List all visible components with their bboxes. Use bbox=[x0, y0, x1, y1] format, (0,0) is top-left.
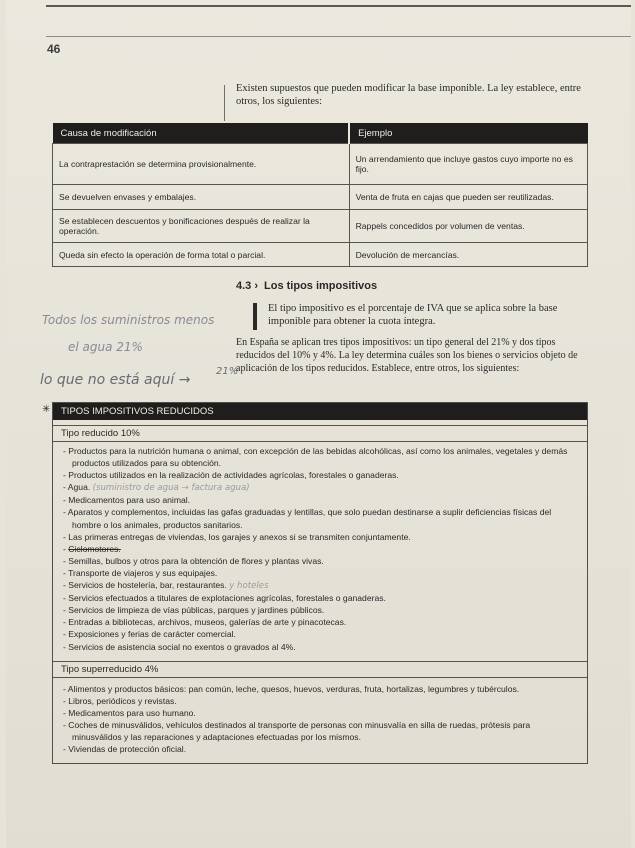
list-item bbox=[63, 579, 575, 592]
table-cell: Se establecen descuentos y bonificaciones después de realizar la operación. bbox=[53, 210, 350, 243]
list-item: - Servicios de asistencia social no exentos o gravados al 4%. bbox=[63, 641, 575, 653]
table-cell: Se devuelven envases y embalajes. bbox=[53, 185, 350, 210]
list-item: - Exposiciones y ferias de carácter comercial. bbox=[63, 628, 575, 640]
intro-paragraph: Existen supuestos que pueden modificar la base imponible. La ley establece, entre otros, los siguientes: bbox=[236, 83, 581, 107]
box-title: TIPOS IMPOSITIVOS REDUCIDOS bbox=[53, 403, 587, 420]
super-reduced-label: Tipo superreducido 4% bbox=[53, 661, 587, 678]
handwritten-note: (suministro de agua → factura agua) bbox=[92, 483, 250, 494]
reduced-rate-list bbox=[63, 445, 575, 653]
list-item: - Medicamentos para uso humano. bbox=[63, 707, 575, 719]
list-item: - Medicamentos para uso animal. bbox=[63, 494, 575, 506]
list-item: - Libros, periódicos y revistas. bbox=[63, 695, 575, 707]
super-reduced-list bbox=[63, 683, 575, 756]
section-number: 4.3 › bbox=[236, 280, 259, 292]
list-item: - Semillas, bulbos y otros para la obtención de flores y plantas vivas. bbox=[63, 555, 575, 567]
section-title: Los tipos impositivos bbox=[264, 280, 378, 292]
handwritten-note: lo que no está aquí → bbox=[40, 372, 191, 388]
list-item: - Coches de minusválidos, vehículos destinados al transporte de personas con minusvalía en silla de ruedas, prótesis para minusválidos y las reparaciones y adaptaciones efectuadas por los mismos. bbox=[63, 719, 575, 743]
table-row bbox=[53, 210, 588, 243]
table-row bbox=[53, 144, 588, 185]
list-item-text: Agua. bbox=[67, 482, 91, 493]
list-item: - Viviendas de protección oficial. bbox=[63, 743, 575, 755]
table-cell: Un arrendamiento que incluye gastos cuyo importe no es fijo. bbox=[349, 144, 587, 185]
table-header: Ejemplo bbox=[349, 123, 587, 144]
header-rule bbox=[46, 36, 631, 37]
section-paragraph: En España se aplican tres tipos impositivos: un tipo general del 21% y dos tipos reducidos del 10% y 4%. La ley determina cuáles son los bienes o servicios objeto de aplicación de los tipos reducidos. Establece, entre otros, los siguientes: bbox=[236, 337, 578, 374]
page-number: 46 bbox=[47, 42, 61, 56]
reduced-rates-box bbox=[52, 402, 588, 764]
handwritten-note: y hoteles bbox=[229, 581, 269, 592]
handwritten-note: Todos los suministros menos bbox=[42, 313, 215, 327]
table-cell: Devolución de mercancías. bbox=[349, 243, 587, 267]
list-item bbox=[63, 481, 575, 494]
list-item: - Aparatos y complementos, incluidas las gafas graduadas y lentillas, que solo puedan destinarse a suplir deficiencias físicas del hombre o los animales, productos sanitarios. bbox=[63, 506, 575, 530]
reduced-rate-label: Tipo reducido 10% bbox=[53, 425, 587, 442]
list-item: - Las primeras entregas de viviendas, los garajes y anexos si se transmiten conjuntamente. bbox=[63, 531, 575, 543]
top-rule bbox=[46, 5, 631, 7]
table-cell: Rappels concedidos por volumen de ventas. bbox=[349, 210, 587, 243]
modification-table bbox=[52, 123, 588, 267]
handwritten-note: el agua 21% bbox=[68, 340, 143, 354]
table-header: Causa de modificación bbox=[53, 123, 350, 144]
intro-side-rule bbox=[224, 85, 225, 121]
list-item-text: Servicios de hostelería, bar, restaurantes. bbox=[68, 580, 227, 591]
book-page bbox=[6, 0, 631, 848]
table-cell: Venta de fruta en cajas que pueden ser reutilizadas. bbox=[349, 185, 587, 210]
list-item: - Servicios de limpieza de vías públicas, parques y jardines públicos. bbox=[63, 604, 575, 616]
list-item: - Transporte de viajeros y sus equipajes. bbox=[63, 567, 575, 579]
table-header-row bbox=[53, 123, 588, 144]
definition-bar bbox=[253, 303, 257, 330]
definition-text: El tipo impositivo es el porcentaje de IVA que se aplica sobre la base imponible para obtener la cuota íntegra. bbox=[268, 303, 558, 327]
handwritten-note: 21% bbox=[216, 366, 239, 377]
list-item: - Productos para la nutrición humana o animal, con excepción de las bebidas alcohólicas, así como los animales, vegetales y demás productos utilizados para su obtención. bbox=[63, 445, 575, 469]
table-row bbox=[53, 243, 588, 267]
list-item bbox=[63, 543, 575, 555]
list-item: - Entradas a bibliotecas, archivos, museos, galerías de arte y pinacotecas. bbox=[63, 616, 575, 628]
list-item: - Productos utilizados en la realización de actividades agrícolas, forestales o ganaderas. bbox=[63, 469, 575, 481]
star-mark: ✳ bbox=[42, 404, 51, 415]
table-cell: Queda sin efecto la operación de forma total o parcial. bbox=[53, 243, 350, 267]
section-heading bbox=[236, 280, 377, 292]
table-row bbox=[53, 185, 588, 210]
list-item-text: Ciclomotores. bbox=[68, 543, 121, 554]
table-cell: La contraprestación se determina provisionalmente. bbox=[53, 144, 350, 185]
list-item: - Alimentos y productos básicos: pan común, leche, quesos, huevos, verduras, fruta, hortalizas, legumbres y tubérculos. bbox=[63, 683, 575, 695]
list-item: - Servicios efectuados a titulares de explotaciones agrícolas, forestales o ganaderas. bbox=[63, 592, 575, 604]
